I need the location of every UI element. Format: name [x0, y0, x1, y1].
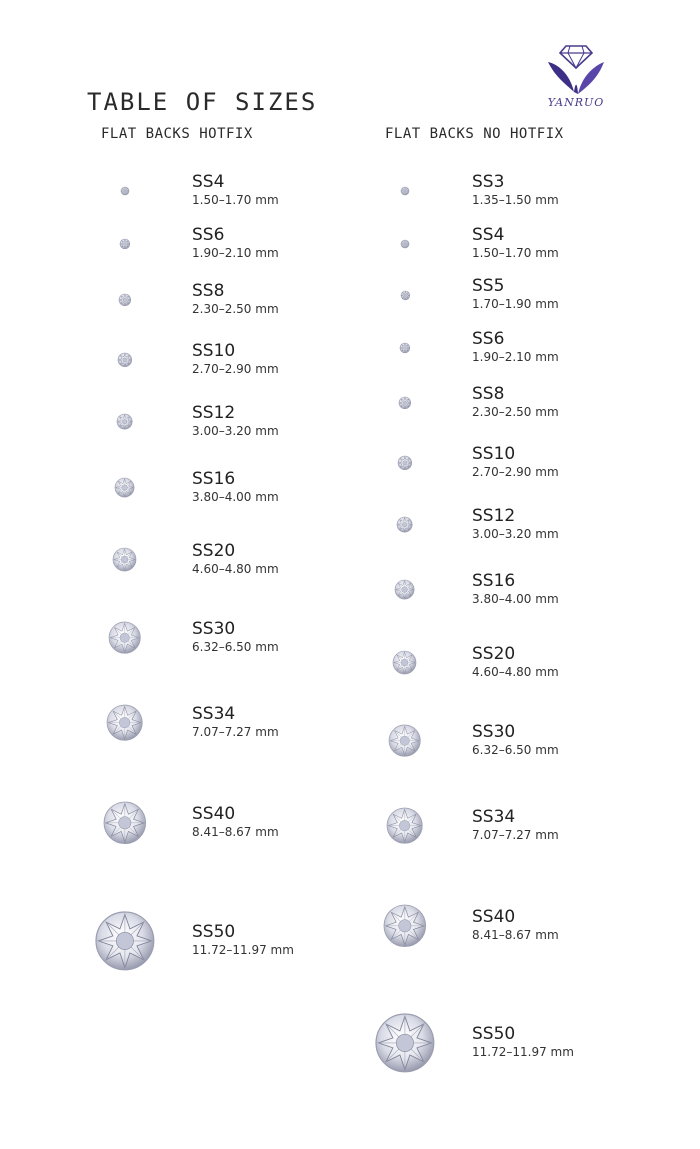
size-name: SS20: [472, 644, 516, 664]
rhinestone-icon: [399, 289, 412, 302]
size-range: 1.50–1.70 mm: [472, 246, 559, 260]
rhinestone-icon: [118, 237, 132, 251]
rhinestone-icon: [398, 341, 412, 355]
size-range: 1.70–1.90 mm: [472, 297, 559, 311]
size-range: 7.07–7.27 mm: [192, 725, 279, 739]
column-heading-no-hotfix: FLAT BACKS NO HOTFIX: [385, 126, 564, 142]
size-name: SS10: [192, 341, 236, 361]
rhinestone-icon: [94, 910, 156, 972]
rhinestone-icon: [119, 185, 131, 197]
rhinestone-icon: [102, 800, 148, 846]
rhinestone-icon: [385, 806, 424, 845]
size-range: 11.72–11.97 mm: [192, 943, 294, 957]
size-name: SS4: [192, 172, 225, 192]
size-name: SS30: [192, 619, 236, 639]
size-range: 11.72–11.97 mm: [472, 1045, 574, 1059]
size-name: SS50: [192, 922, 236, 942]
size-name: SS40: [192, 804, 236, 824]
size-range: 3.80–4.00 mm: [472, 592, 559, 606]
size-range: 3.00–3.20 mm: [192, 424, 279, 438]
size-range: 2.30–2.50 mm: [192, 302, 279, 316]
size-name: SS16: [472, 571, 516, 591]
rhinestone-icon: [397, 395, 413, 411]
size-range: 2.70–2.90 mm: [472, 465, 559, 479]
rhinestone-icon: [117, 292, 133, 308]
size-range: 1.35–1.50 mm: [472, 193, 559, 207]
size-name: SS4: [472, 225, 505, 245]
rhinestone-icon: [113, 476, 136, 499]
size-name: SS8: [472, 384, 505, 404]
rhinestone-icon: [387, 723, 422, 758]
size-name: SS5: [472, 276, 505, 296]
size-name: SS10: [472, 444, 516, 464]
rhinestone-icon: [382, 903, 428, 949]
rhinestone-icon: [393, 578, 416, 601]
size-range: 2.70–2.90 mm: [192, 362, 279, 376]
size-range: 1.90–2.10 mm: [192, 246, 279, 260]
size-name: SS3: [472, 172, 505, 192]
size-range: 6.32–6.50 mm: [192, 640, 279, 654]
size-name: SS12: [192, 403, 236, 423]
size-name: SS30: [472, 722, 516, 742]
size-range: 4.60–4.80 mm: [472, 665, 559, 679]
size-range: 1.50–1.70 mm: [192, 193, 279, 207]
size-range: 3.80–4.00 mm: [192, 490, 279, 504]
rhinestone-icon: [115, 412, 134, 431]
size-range: 1.90–2.10 mm: [472, 350, 559, 364]
size-range: 2.30–2.50 mm: [472, 405, 559, 419]
rhinestone-icon: [399, 238, 411, 250]
size-name: SS6: [192, 225, 225, 245]
size-range: 8.41–8.67 mm: [472, 928, 559, 942]
rhinestone-icon: [105, 703, 144, 742]
rhinestone-icon: [399, 185, 411, 197]
page-title: TABLE OF SIZES: [87, 88, 318, 116]
size-name: SS50: [472, 1024, 516, 1044]
brand-name: YANRUO: [547, 96, 605, 109]
size-range: 3.00–3.20 mm: [472, 527, 559, 541]
rhinestone-icon: [116, 351, 134, 369]
size-name: SS6: [472, 329, 505, 349]
rhinestone-icon: [396, 454, 414, 472]
size-range: 4.60–4.80 mm: [192, 562, 279, 576]
rhinestone-icon: [395, 515, 414, 534]
size-range: 7.07–7.27 mm: [472, 828, 559, 842]
size-range: 8.41–8.67 mm: [192, 825, 279, 839]
size-range: 6.32–6.50 mm: [472, 743, 559, 757]
rhinestone-icon: [374, 1012, 436, 1074]
size-name: SS20: [192, 541, 236, 561]
rhinestone-icon: [111, 546, 138, 573]
rhinestone-icon: [107, 620, 142, 655]
column-heading-hotfix: FLAT BACKS HOTFIX: [101, 126, 253, 142]
size-name: SS40: [472, 907, 516, 927]
rhinestone-icon: [391, 649, 418, 676]
size-name: SS16: [192, 469, 236, 489]
size-name: SS34: [192, 704, 236, 724]
size-name: SS8: [192, 281, 225, 301]
size-name: SS12: [472, 506, 516, 526]
size-name: SS34: [472, 807, 516, 827]
